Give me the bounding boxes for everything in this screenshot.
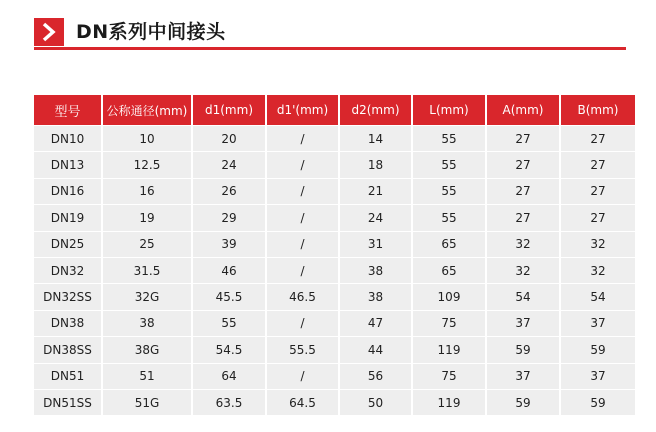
table-cell: /	[267, 204, 340, 230]
table-cell: 55.5	[267, 336, 340, 362]
table-cell: 27	[487, 204, 561, 230]
table-cell: 37	[487, 363, 561, 389]
table-cell: 32	[561, 231, 635, 257]
column-header: d1(mm)	[193, 95, 267, 125]
table-cell: 59	[487, 336, 561, 362]
table-cell: DN51SS	[34, 389, 103, 415]
table-cell: 75	[413, 363, 487, 389]
table-row	[34, 178, 635, 204]
table-cell: 32	[561, 257, 635, 283]
table-cell: 50	[340, 389, 413, 415]
table-cell: 21	[340, 178, 413, 204]
table-cell: 45.5	[193, 283, 267, 309]
column-header: A(mm)	[487, 95, 561, 125]
table-cell: /	[267, 310, 340, 336]
table-cell: 109	[413, 283, 487, 309]
table-header-row	[34, 95, 635, 125]
table-cell: DN32	[34, 257, 103, 283]
table-row	[34, 389, 635, 415]
table-body	[34, 125, 635, 415]
table-cell: 25	[103, 231, 193, 257]
table-cell: 32	[487, 231, 561, 257]
table-cell: 38	[340, 283, 413, 309]
table-row	[34, 125, 635, 151]
table-cell: 119	[413, 336, 487, 362]
table-cell: 55	[193, 310, 267, 336]
column-header: B(mm)	[561, 95, 635, 125]
table-row	[34, 151, 635, 177]
table-cell: 39	[193, 231, 267, 257]
table-cell: DN38SS	[34, 336, 103, 362]
table-cell: /	[267, 257, 340, 283]
table-cell: 38	[340, 257, 413, 283]
table-cell: 27	[561, 178, 635, 204]
table-cell: 63.5	[193, 389, 267, 415]
table-cell: /	[267, 151, 340, 177]
table-cell: 26	[193, 178, 267, 204]
section-header	[34, 18, 626, 50]
table-cell: 64.5	[267, 389, 340, 415]
table-cell: DN19	[34, 204, 103, 230]
table-cell: 37	[487, 310, 561, 336]
table-cell: 32G	[103, 283, 193, 309]
table-row	[34, 310, 635, 336]
table-cell: 20	[193, 125, 267, 151]
table-cell: 10	[103, 125, 193, 151]
table-cell: 119	[413, 389, 487, 415]
column-header: L(mm)	[413, 95, 487, 125]
table-cell: 12.5	[103, 151, 193, 177]
column-header: d1'(mm)	[267, 95, 340, 125]
table-cell: 59	[487, 389, 561, 415]
table-row	[34, 231, 635, 257]
column-header: d2(mm)	[340, 95, 413, 125]
table-cell: 31.5	[103, 257, 193, 283]
table-cell: /	[267, 363, 340, 389]
table-cell: 55	[413, 151, 487, 177]
table-cell: 18	[340, 151, 413, 177]
table-cell: 46	[193, 257, 267, 283]
table-cell: 46.5	[267, 283, 340, 309]
table-cell: 29	[193, 204, 267, 230]
table-cell: DN32SS	[34, 283, 103, 309]
table-cell: /	[267, 125, 340, 151]
table-cell: 55	[413, 204, 487, 230]
page-title: DN系列中间接头	[76, 21, 226, 43]
title-divider	[34, 47, 626, 50]
table-cell: /	[267, 178, 340, 204]
table-cell: 24	[340, 204, 413, 230]
table-cell: 55	[413, 125, 487, 151]
table-cell: DN13	[34, 151, 103, 177]
table-cell: 54.5	[193, 336, 267, 362]
table-cell: 31	[340, 231, 413, 257]
table-row	[34, 336, 635, 362]
column-header: 型号	[34, 95, 103, 125]
spec-table	[34, 95, 635, 415]
table-cell: 27	[561, 125, 635, 151]
table-row	[34, 363, 635, 389]
table-cell: 54	[487, 283, 561, 309]
table-cell: 44	[340, 336, 413, 362]
table-cell: 27	[561, 204, 635, 230]
table-cell: 27	[487, 125, 561, 151]
table-cell: 59	[561, 389, 635, 415]
table-cell: 37	[561, 310, 635, 336]
table-cell: DN16	[34, 178, 103, 204]
table-cell: 24	[193, 151, 267, 177]
table-cell: 75	[413, 310, 487, 336]
table-cell: DN25	[34, 231, 103, 257]
table-cell: DN51	[34, 363, 103, 389]
table-cell: 56	[340, 363, 413, 389]
table-cell: 59	[561, 336, 635, 362]
table-cell: 55	[413, 178, 487, 204]
table-cell: DN38	[34, 310, 103, 336]
table-row	[34, 283, 635, 309]
table-cell: 37	[561, 363, 635, 389]
table-cell: 19	[103, 204, 193, 230]
table-cell: 47	[340, 310, 413, 336]
table-cell: /	[267, 231, 340, 257]
column-header: 公称通径(mm)	[103, 95, 193, 125]
table-cell: 16	[103, 178, 193, 204]
table-cell: DN10	[34, 125, 103, 151]
chevron-right-icon	[34, 18, 64, 46]
table-cell: 65	[413, 257, 487, 283]
table-cell: 65	[413, 231, 487, 257]
table-cell: 27	[487, 151, 561, 177]
table-cell: 27	[561, 151, 635, 177]
table-row	[34, 204, 635, 230]
table-cell: 64	[193, 363, 267, 389]
table-cell: 51G	[103, 389, 193, 415]
table-cell: 54	[561, 283, 635, 309]
table-cell: 27	[487, 178, 561, 204]
table-cell: 51	[103, 363, 193, 389]
table-cell: 38G	[103, 336, 193, 362]
table-row	[34, 257, 635, 283]
table-cell: 14	[340, 125, 413, 151]
table-cell: 32	[487, 257, 561, 283]
table-cell: 38	[103, 310, 193, 336]
